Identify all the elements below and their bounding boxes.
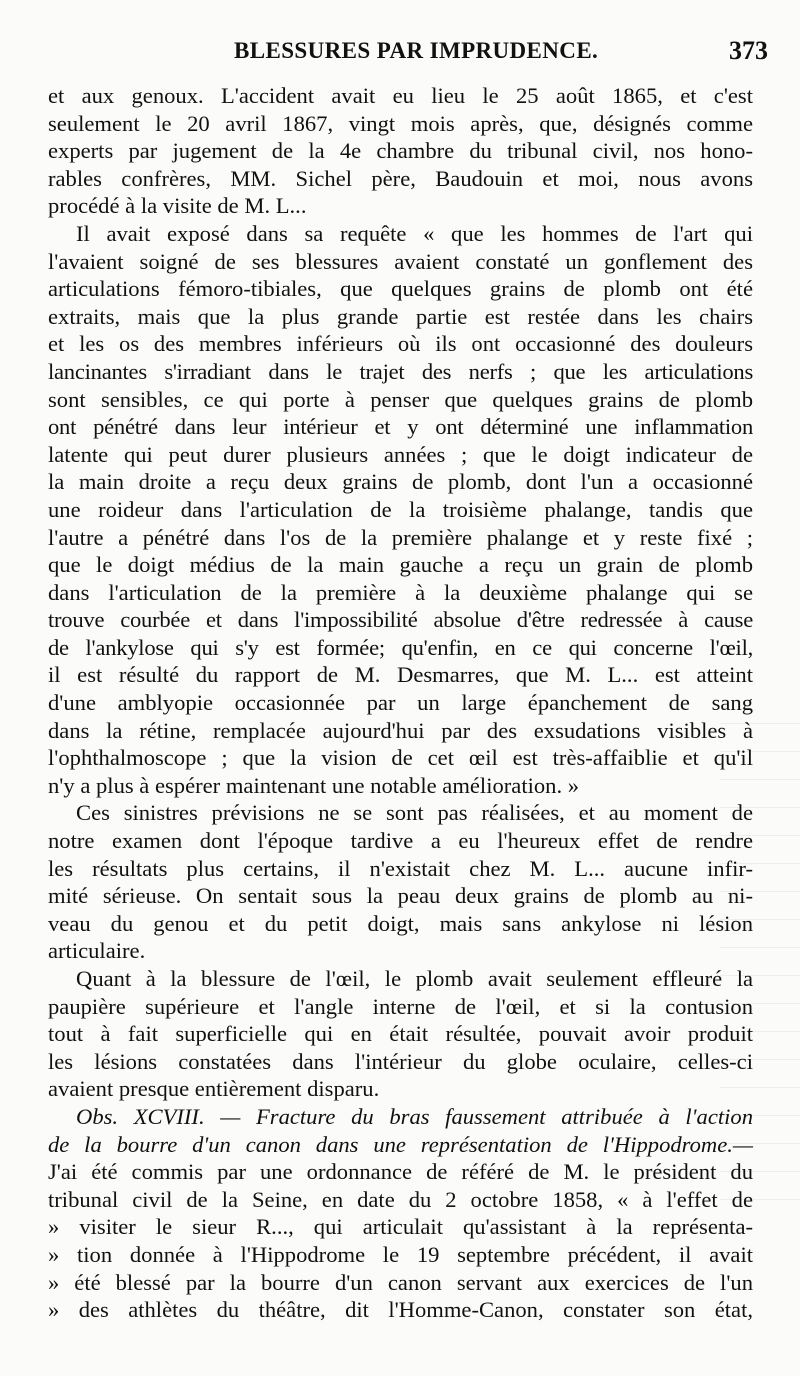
observation-heading-line: de la bourre d'un canon dans une représentation de l'Hippodrome.—	[48, 1131, 753, 1157]
text-line: que le doigt médius de la main gauche a reçu un grain de plomb	[48, 552, 753, 578]
text-line: » tion donnée à l'Hippodrome le 19 septembre précédent, il avait	[48, 1241, 753, 1267]
text-line: mité sérieuse. On sentait sous la peau deux grains de plomb au ni-	[48, 883, 753, 909]
text-line: articulaire.	[48, 938, 146, 964]
text-line: il est résulté du rapport de M. Desmarres, que M. L... est atteint	[48, 662, 753, 688]
text-line: l'avaient soigné de ses blessures avaient constaté un gonflement des	[48, 248, 753, 274]
text-line: de l'ankylose qui s'y est formée; qu'enfin, en ce qui concerne l'œil,	[48, 634, 753, 660]
text-line: trouve courbée et dans l'impossibilité absolue d'être redressée à cause	[48, 607, 753, 633]
text-line: la main droite a reçu deux grains de plomb, dont l'un a occasionné	[48, 469, 753, 495]
text-line: Ces sinistres prévisions ne se sont pas réalisées, et au moment de	[76, 800, 753, 826]
text-line: ont pénétré dans leur intérieur et y ont déterminé une inflammation	[48, 414, 753, 440]
text-line: tribunal civil de la Seine, en date du 2 octobre 1858, « à l'effet de	[48, 1186, 753, 1212]
text-line: extraits, mais que la plus grande partie est restée dans les chairs	[48, 303, 753, 329]
text-line: sont sensibles, ce qui porte à penser que quelques grains de plomb	[48, 386, 753, 412]
text-line: l'autre a pénétré dans l'os de la première phalange et y reste fixé ;	[48, 524, 753, 550]
observation-heading-line: Obs. XCVIII. — Fracture du bras faussement attribuée à l'action	[76, 1103, 753, 1129]
body-text	[48, 82, 753, 1324]
text-line: d'une amblyopie occasionnée par un large épanchement de sang	[48, 690, 753, 716]
text-line: lancinantes s'irradiant dans le trajet des nerfs ; que les articulations	[48, 358, 753, 384]
text-line: seulement le 20 avril 1867, vingt mois après, que, désignés comme	[48, 110, 753, 136]
text-line: Il avait exposé dans sa requête « que les hommes de l'art qui	[76, 220, 753, 246]
text-line: Quant à la blessure de l'œil, le plomb avait seulement effleuré la	[76, 966, 753, 991]
text-line: n'y a plus à espérer maintenant une notable amélioration. »	[48, 772, 580, 798]
text-line: et aux genoux. L'accident avait eu lieu le 25 août 1865, et c'est	[48, 83, 753, 108]
text-line: veau du genou et du petit doigt, mais sans ankylose ni lésion	[48, 910, 753, 936]
text-line: J'ai été commis par une ordonnance de référé de M. le président du	[48, 1159, 753, 1185]
text-line: les résultats plus certains, il n'existait chez M. L... aucune infir-	[48, 855, 753, 881]
text-line: notre examen dont l'époque tardive a eu l'heureux effet de rendre	[48, 828, 753, 854]
text-line: dans l'articulation de la première à la deuxième phalange qui se	[48, 579, 753, 605]
text-line: articulations fémoro-tibiales, que quelques grains de plomb ont été	[48, 276, 753, 302]
text-line: » été blessé par la bourre d'un canon servant aux exercices de l'un	[48, 1269, 753, 1295]
text-line: » visiter le sieur R..., qui articulait qu'assistant à la représenta-	[48, 1214, 753, 1240]
text-line: les lésions constatées dans l'intérieur du globe oculaire, celles-ci	[48, 1048, 753, 1074]
text-line: » des athlètes du théâtre, dit l'Homme-Canon, constater son état,	[48, 1297, 753, 1323]
text-line: l'ophthalmoscope ; que la vision de cet œil est très-affaiblie et qu'il	[48, 745, 753, 771]
text-line: rables confrères, MM. Sichel père, Baudouin et moi, nous avons	[48, 165, 753, 191]
text-line: dans la rétine, remplacée aujourd'hui par des exsudations visibles à	[48, 717, 753, 743]
text-line: procédé à la visite de M. L...	[48, 193, 307, 219]
text-line: tout à fait superficielle qui en était résultée, pouvait avoir produit	[48, 1021, 753, 1047]
running-title: BLESSURES PAR IMPRUDENCE.	[234, 38, 599, 63]
text-line: latente qui peut durer plusieurs années ; que le doigt indicateur de	[48, 441, 753, 467]
page-number: 373	[729, 36, 768, 65]
text-line: une roideur dans l'articulation de la troisième phalange, tandis que	[48, 496, 753, 522]
print-bleed-through	[720, 700, 800, 1200]
text-line: paupière supérieure et l'angle interne de l'œil, et si la contusion	[48, 993, 753, 1019]
text-line: avaient presque entièrement disparu.	[48, 1076, 380, 1102]
text-line: et les os des membres inférieurs où ils ont occasionné des douleurs	[48, 331, 753, 357]
page-header	[48, 38, 768, 72]
text-line: experts par jugement de la 4e chambre du tribunal civil, nos hono-	[48, 138, 753, 164]
